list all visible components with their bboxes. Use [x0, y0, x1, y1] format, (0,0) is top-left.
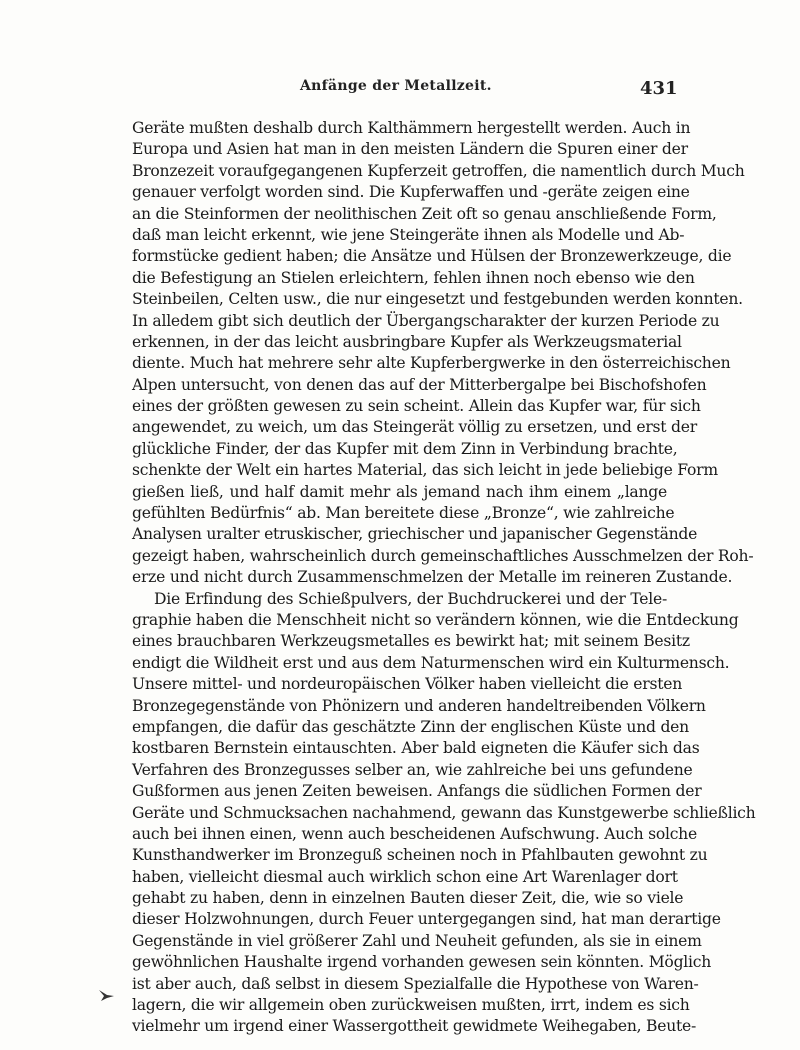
- text-line: glückliche Finder, der das Kupfer mit dem Zinn in Verbindung brachte,: [132, 439, 678, 458]
- text-line: eines der größten gewesen zu sein scheint. Allein das Kupfer war, für sich: [132, 397, 701, 416]
- text-line: Steinbeilen, Celten usw., die nur eingesetzt und festgebunden werden konnten.: [132, 290, 743, 309]
- text-line: Gußformen aus jenen Zeiten beweisen. Anfangs die südlichen Formen der: [132, 782, 702, 801]
- text-line: angewendet, zu weich, um das Steingerät völlig zu ersetzen, und erst der: [132, 418, 697, 437]
- text-line: haben, vielleicht diesmal auch wirklich schon eine Art Warenlager dort: [132, 867, 678, 886]
- text-line: daß man leicht erkennt, wie jene Steingeräte ihnen als Modelle und Ab-: [132, 225, 685, 244]
- text-line: an die Steinformen der neolithischen Zeit oft so genau anschließende Form,: [132, 204, 717, 223]
- text-line: Geräte mußten deshalb durch Kalthämmern hergestellt werden. Auch in: [132, 119, 691, 137]
- body-text: [132, 118, 756, 1038]
- text-line: gehabt zu haben, denn in einzelnen Bauten dieser Zeit, die, wie so viele: [132, 889, 684, 908]
- text-line: auch bei ihnen einen, wenn auch bescheidenen Aufschwung. Auch solche: [132, 824, 697, 843]
- text-line: Unsere mittel- und nordeuropäischen Völker haben vielleicht die ersten: [132, 675, 683, 694]
- text-line: schenkte der Welt ein hartes Material, das sich leicht in jede beliebige Form: [132, 461, 718, 480]
- text-line: Geräte und Schmucksachen nachahmend, gewann das Kunstgewerbe schließlich: [132, 803, 756, 822]
- text-line: Europa und Asien hat man in den meisten Ländern die Spuren einer der: [132, 140, 688, 159]
- text-line: vielmehr um irgend einer Wassergottheit gewidmete Weihegaben, Beute-: [132, 1017, 697, 1036]
- text-line: Analysen uralter etruskischer, griechischer und japanischer Gegenstände: [132, 525, 698, 544]
- text-line: erze und nicht durch Zusammenschmelzen der Metalle im reineren Zustande.: [132, 568, 733, 587]
- text-line: graphie haben die Menschheit nicht so verändern können, wie die Entdeckung: [132, 610, 739, 629]
- text-line: Gegenstände in viel größerer Zahl und Neuheit gefunden, als sie in einem: [132, 931, 702, 950]
- text-line: ist aber auch, daß selbst in diesem Spezialfalle die Hypothese von Waren-: [132, 974, 699, 993]
- text-line: Alpen untersucht, von denen das auf der Mitterbergalpe bei Bischofshofen: [132, 375, 707, 394]
- text-line: gefühlten Bedürfnis“ ab. Man bereitete diese „Bronze“, wie zahlreiche: [132, 504, 675, 523]
- text-line: diente. Much hat mehrere sehr alte Kupferbergwerke in den österreichischen: [132, 354, 731, 373]
- text-line: Bronzegegenstände von Phönizern und anderen handeltreibenden Völkern: [132, 696, 706, 715]
- text-line: dieser Holzwohnungen, durch Feuer untergegangen sind, hat man derartige: [132, 910, 721, 929]
- text-line: die Befestigung an Stielen erleichtern, fehlen ihnen noch ebenso wie den: [132, 268, 695, 287]
- text-line: empfangen, die dafür das geschätzte Zinn der englischen Küste und den: [132, 717, 689, 736]
- running-title: Anfänge der Metallzeit.: [300, 78, 492, 94]
- text-line: lagern, die wir allgemein oben zurückweisen mußten, irrt, indem es sich: [132, 996, 690, 1015]
- text-line: In alledem gibt sich deutlich der Übergangscharakter der kurzen Periode zu: [132, 311, 720, 330]
- text-line: endigt die Wildheit erst und aus dem Naturmenschen wird ein Kulturmensch.: [132, 653, 730, 672]
- text-line: Bronzezeit voraufgegangenen Kupferzeit getroffen, die namentlich durch Much: [132, 161, 745, 180]
- text-line: eines brauchbaren Werkzeugsmetalles es bewirkt hat; mit seinem Besitz: [132, 632, 690, 651]
- text-line: erkennen, in der das leicht ausbringbare Kupfer als Werkzeugsmaterial: [132, 332, 682, 351]
- text-line: gewöhnlichen Haushalte irgend vorhanden gewesen sein könnten. Möglich: [132, 953, 712, 972]
- text-line: Verfahren des Bronzegusses selber an, wie zahlreiche bei uns gefundene: [132, 760, 693, 779]
- text-line: Die Erfindung des Schießpulvers, der Buchdruckerei und der Tele-: [154, 589, 667, 608]
- text-line: Kunsthandwerker im Bronzeguß scheinen noch in Pfahlbauten gewohnt zu: [132, 846, 708, 865]
- text-line: kostbaren Bernstein eintauschten. Aber bald eigneten die Käufer sich das: [132, 739, 700, 758]
- margin-mark-icon: [98, 988, 116, 1002]
- text-line: genauer verfolgt worden sind. Die Kupferwaffen und -geräte zeigen eine: [132, 183, 690, 202]
- text-line: gezeigt haben, wahrscheinlich durch gemeinschaftliches Ausschmelzen der Roh-: [132, 546, 754, 565]
- text-line: formstücke gedient haben; die Ansätze und Hülsen der Bronzewerkzeuge, die: [132, 247, 732, 266]
- page-number: 431: [640, 78, 678, 99]
- text-line: gießen ließ, und half damit mehr als jemand nach ihm einem „lange: [132, 482, 667, 501]
